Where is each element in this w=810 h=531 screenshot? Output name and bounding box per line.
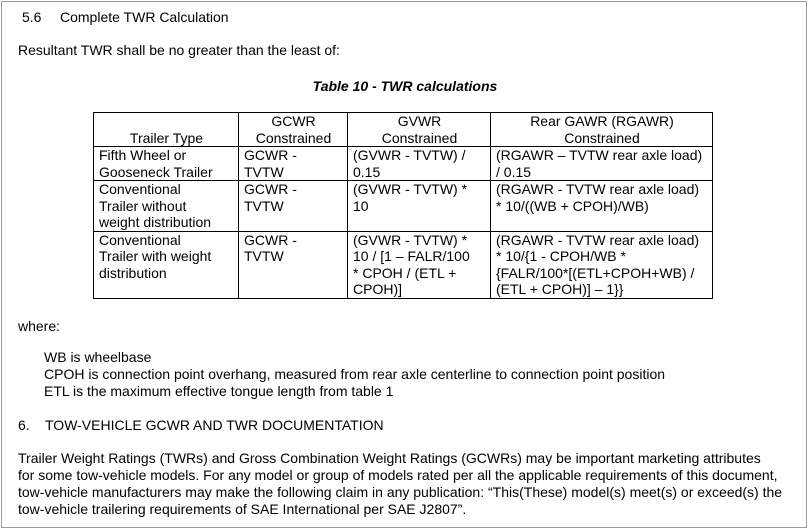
table-cell: (RGAWR - TVTW rear axle load) * 10/{1 - CPOH/WB * {FALR/100*[(ETL+CPOH+WB) / (ETL + CPOH)] – 1}} [491,231,713,298]
paragraph-line: tow-vehicle manufacturers may make the following claim in any publication: “This(These) model(s) meet(s) or exceed(s) the [18,484,783,500]
paragraph-line: for some tow-vehicle models. For any model or group of models rated per all the applicable requirements of this document, [18,467,778,483]
header-gcwr: GCWR Constrained [239,113,348,147]
section-6-paragraph [18,450,808,518]
paragraph-line: tow-vehicle trailering requirements of SAE International per SAE J2807”. [18,501,467,517]
table-cell: Conventional Trailer without weight distribution [94,181,239,232]
header-rgawr: Rear GAWR (RGAWR) Constrained [491,113,713,147]
paragraph-line: Trailer Weight Ratings (TWRs) and Gross Combination Weight Ratings (GCWRs) may be important marketing attributes [18,450,761,466]
table-cell: GCWR - TVTW [239,181,348,232]
table-cell: Conventional Trailer with weight distribution [94,231,239,298]
section-6-title: TOW-VEHICLE GCWR AND TWR DOCUMENTATION [45,417,384,433]
header-trailer-type: Trailer Type [94,113,239,147]
table-cell: GCWR - TVTW [239,231,348,298]
table-cell: (GVWR - TVTW) * 10 [348,181,491,232]
header-gvwr: GVWR Constrained [348,113,491,147]
table-cell: Fifth Wheel or Gooseneck Trailer [94,147,239,181]
table-cell: (GVWR - TVTW) * 10 / [1 – FALR/100 * CPOH / (ETL + CPOH)] [348,231,491,298]
definition-wb: WB is wheelbase [44,349,152,365]
table-cell: (RGAWR – TVTW rear axle load) / 0.15 [491,147,713,181]
where-label: where: [18,318,61,334]
section-title: Complete TWR Calculation [60,9,229,25]
table-row [94,231,713,298]
table-caption: Table 10 - TWR calculations [312,78,498,94]
table-cell: (GVWR - TVTW) / 0.15 [348,147,491,181]
intro-text: Resultant TWR shall be no greater than the least of: [18,42,340,58]
section-number: 5.6 [22,9,42,25]
twr-calculation-table [93,112,713,299]
definition-cpoh: CPOH is connection point overhang, measured from rear axle centerline to connection point position [44,366,666,382]
table-row [94,181,713,232]
table-cell: (RGAWR - TVTW rear axle load) * 10/((WB + CPOH)/WB) [491,181,713,232]
table-header-row [94,113,713,147]
definition-etl: ETL is the maximum effective tongue length from table 1 [44,383,394,399]
table-cell: GCWR - TVTW [239,147,348,181]
table-row [94,147,713,181]
section-6-number: 6. [18,417,30,433]
